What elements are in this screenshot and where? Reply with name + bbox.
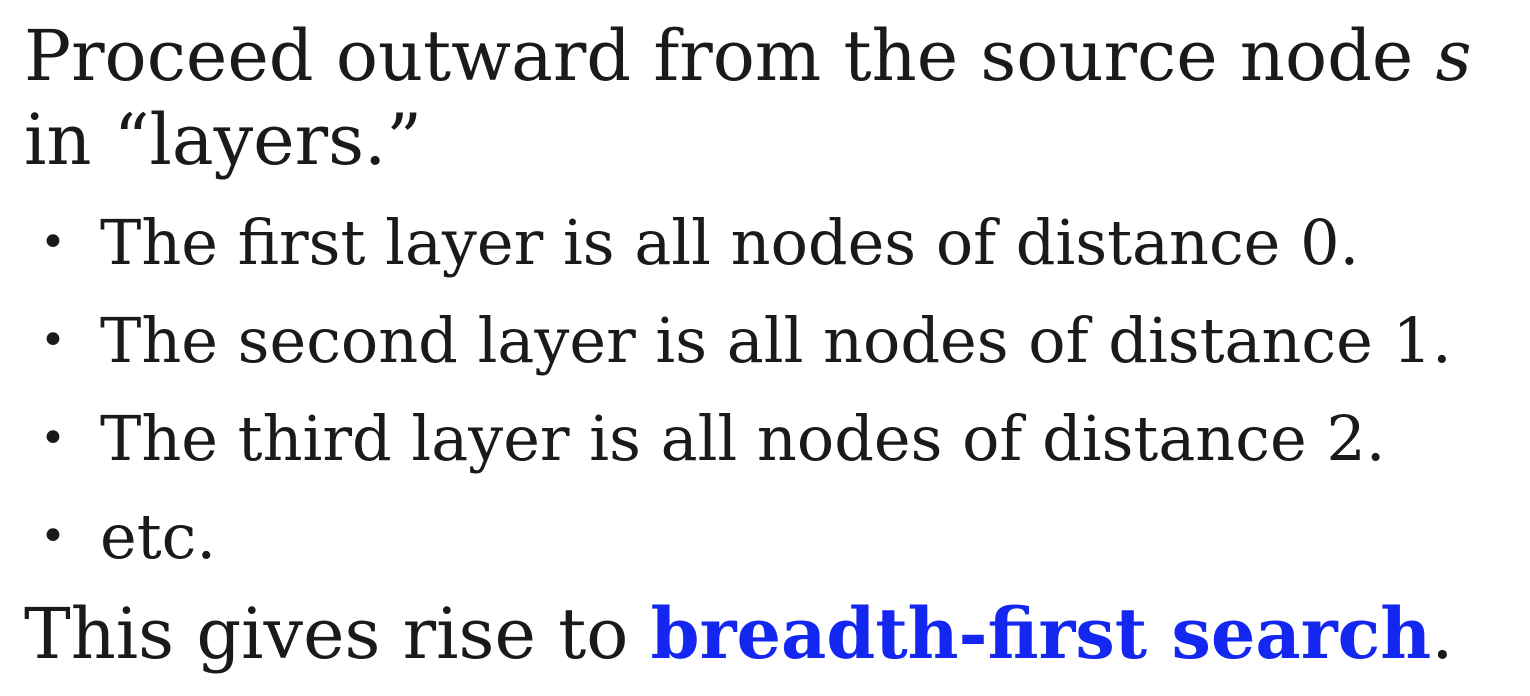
intro-paragraph: [24, 14, 1514, 182]
intro-line2-text: in “layers.”: [24, 99, 423, 181]
list-item: [24, 390, 1514, 488]
list-item: [24, 194, 1514, 292]
slide: [24, 14, 1514, 676]
list-item: [24, 488, 1514, 586]
list-item-text: The first layer is all nodes of distance 0.: [100, 206, 1360, 279]
conclusion-prefix: This gives rise to: [24, 593, 651, 675]
highlighted-term: breadth-first search: [650, 592, 1432, 675]
list-item-text: The third layer is all nodes of distance 2.: [100, 402, 1386, 475]
bullet-icon: •: [40, 217, 66, 268]
conclusion-suffix: .: [1431, 593, 1454, 675]
list-item: [24, 292, 1514, 390]
layers-list: [24, 194, 1514, 586]
intro-line1-text: Proceed outward from the source node: [24, 15, 1436, 97]
conclusion-paragraph: [24, 592, 1514, 676]
bullet-icon: •: [40, 413, 66, 464]
bullet-icon: •: [40, 315, 66, 366]
list-item-text: The second layer is all nodes of distance 1.: [100, 304, 1452, 377]
bullet-icon: •: [40, 511, 66, 562]
source-node-variable: s: [1435, 15, 1472, 97]
list-item-text: etc.: [100, 500, 217, 573]
